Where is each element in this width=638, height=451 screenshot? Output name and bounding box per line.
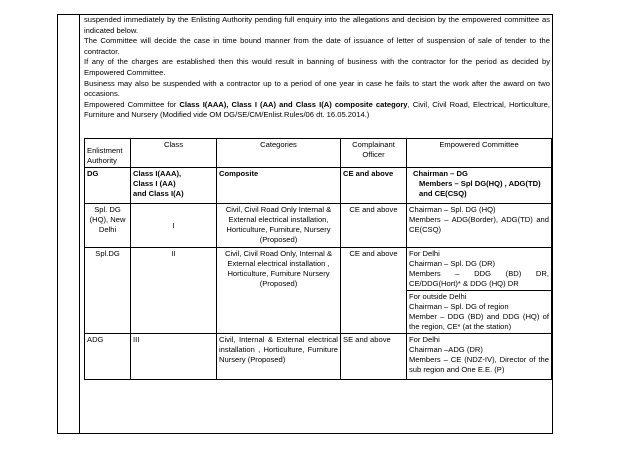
cell-categories: Civil, Civil Road Only, Internal & External electrical installation , Horticulture, Furniture Nursery (Proposed) [217, 248, 341, 334]
cell-committee-outside: For outside Delhi Chairman – Spl. DG of region Member – DDG (BD) and DDG (HQ) of the region, CE* (at the station) [407, 291, 552, 334]
cell-categories: Civil, Internal & External electrical installation , Horticulture, Furniture Nursery (Proposed) [217, 334, 341, 380]
cell-complainant: SE and above [341, 334, 407, 380]
cell-committee-delhi: For Delhi Chairman – Spl. DG (DR) Members – DDG (BD) DR, CE/DDG(Hort)* & DDG (HQ) DR [407, 248, 552, 291]
paragraph-business-suspension: Business may also be suspended with a contractor up to a period of one year in case he fails to start the work after the award on two occasions. [84, 78, 550, 99]
header-categories: Categories [217, 139, 341, 168]
header-class: Class [131, 139, 217, 168]
text-block [84, 15, 550, 121]
cell-class: II [131, 248, 217, 334]
table-header-row [85, 139, 552, 168]
cell-class: III [131, 334, 217, 380]
cell-categories: Composite [217, 168, 341, 204]
paragraph-suspension: suspended immediately by the Enlisting Authority pending full enquiry into the allegations and decision by the empowered committee as indicated below. [84, 15, 550, 35]
cell-categories: Civil, Civil Road Only Internal & External electrical installation, Horticulture, Furniture, Nursery (Proposed) [217, 204, 341, 248]
cell-committee: Chairman – DG Members – Spl DG(HQ) , ADG(TD) and CE(CSQ) [407, 168, 552, 204]
header-authority: Enlistment Authority [85, 139, 131, 168]
header-committee: Empowered Committee [407, 139, 552, 168]
cell-committee: Chairman – Spl. DG (HQ) Members – ADG(Border), ADG(TD) and CE(CSQ) [407, 204, 552, 248]
paragraph-empowered-committee [84, 100, 550, 121]
cell-committee: For Delhi Chairman –ADG (DR) Members – CE (NDZ-IV), Director of the sub region and One E.E. (P) [407, 334, 552, 380]
empowered-committee-table [84, 138, 552, 380]
committee-intro: Empowered Committee for [84, 99, 180, 109]
table-row [85, 204, 552, 248]
table-row [85, 334, 552, 380]
cell-complainant: CE and above [341, 204, 407, 248]
cell-complainant: CE and above [341, 168, 407, 204]
header-complainant: Complainant Officer [341, 139, 407, 168]
cell-authority: Spl. DG (HQ), New Delhi [85, 204, 131, 248]
cell-complainant: CE and above [341, 248, 407, 334]
left-margin-column [57, 14, 80, 434]
cell-authority: Spl.DG [85, 248, 131, 334]
cell-authority: ADG [85, 334, 131, 380]
committee-scope: , Civil, Civil Road, Electrical, Horticulture, Furniture and Nursery (Modified vide OM DG/SE/CM/Enlist.Rules/06 dt. 16.05.2014.) [84, 99, 550, 120]
paragraph-banning: If any of the charges are established then this would result in banning of business with the contractor for the period as decided by Empowered Committee. [84, 57, 550, 77]
cell-class: Class I(AAA), Class I (AA) and Class I(A) [131, 168, 217, 204]
table-row [85, 168, 552, 204]
cell-authority: DG [85, 168, 131, 204]
table-row [85, 248, 552, 291]
paragraph-committee-timing: The Committee will decide the case in time bound manner from the date of issuance of letter of suspension of sale of tender to the contractor. [84, 36, 550, 56]
cell-class: I [131, 204, 217, 248]
committee-category: Class I(AAA), Class I (AA) and Class I(A) composite category [179, 99, 408, 109]
